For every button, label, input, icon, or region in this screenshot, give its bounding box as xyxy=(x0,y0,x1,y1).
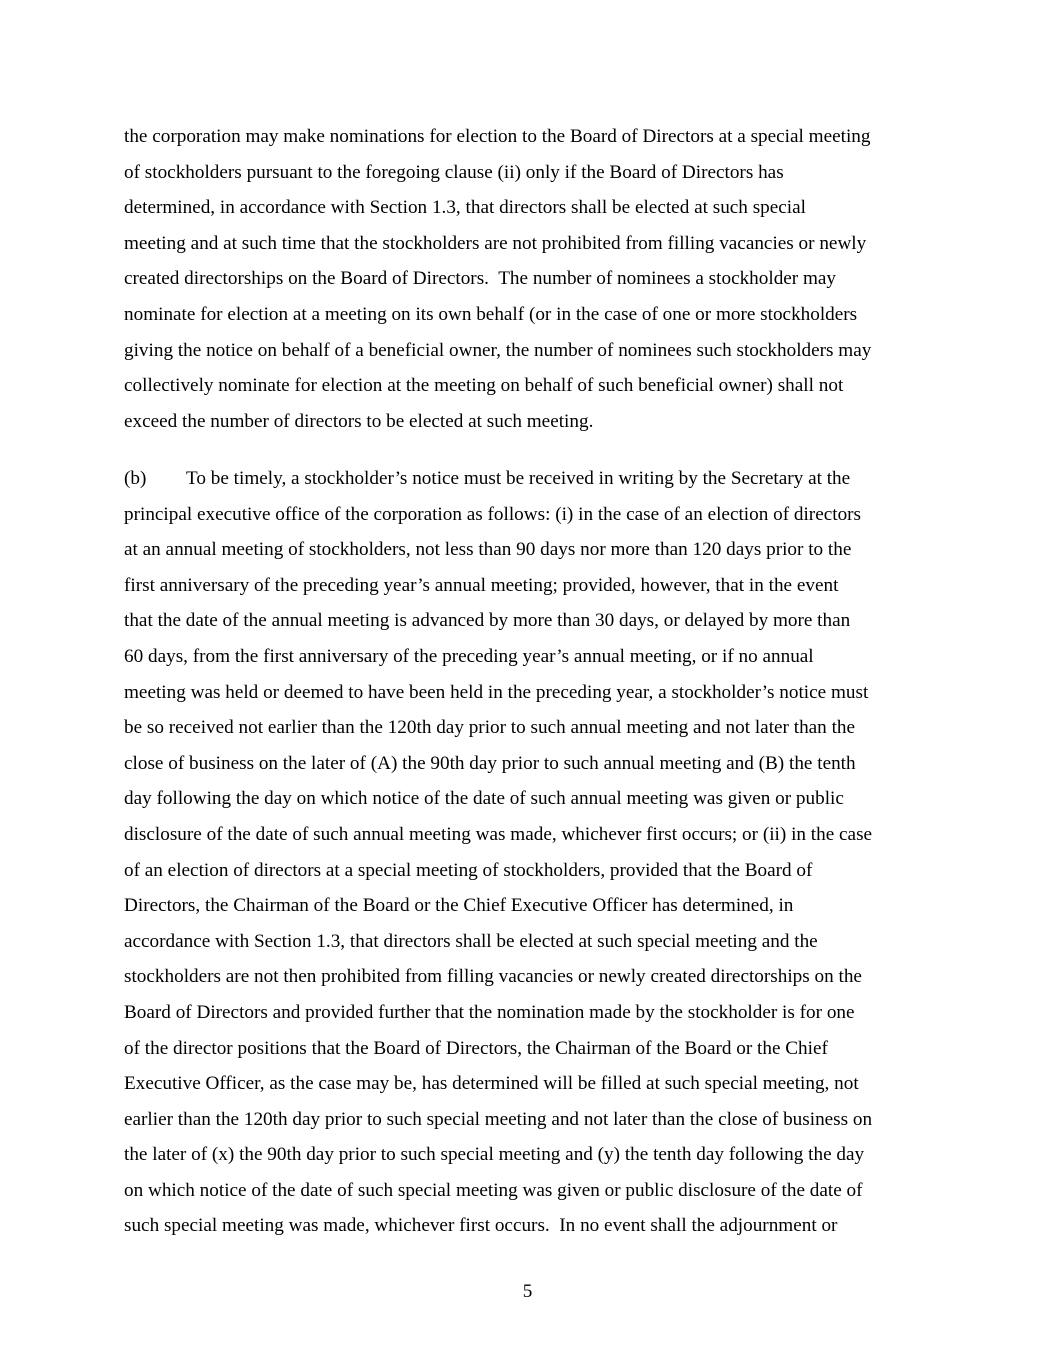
paragraph-b-line: first anniversary of the preceding year’s annual meeting; provided, however, that in the event xyxy=(124,574,839,596)
paragraph-b-line: be so received not earlier than the 120th day prior to such annual meeting and not later than the xyxy=(124,717,856,739)
paragraph-b-line: that the date of the annual meeting is advanced by more than 30 days, or delayed by more than xyxy=(124,610,851,632)
paragraph-b-line: principal executive office of the corporation as follows: (i) in the case of an election of directors xyxy=(124,503,862,525)
paragraph-a-line: exceed the number of directors to be elected at such meeting. xyxy=(124,410,594,432)
paragraph-b-first-line xyxy=(124,461,944,497)
paragraph-b-marker: (b) xyxy=(124,468,147,489)
paragraph-b-line: earlier than the 120th day prior to such special meeting and not later than the close of business on xyxy=(124,1108,873,1130)
paragraph-b-line: day following the day on which notice of the date of such annual meeting was given or public xyxy=(124,788,844,810)
paragraph-b-line: Executive Officer, as the case may be, has determined will be filled at such special meeting, not xyxy=(124,1073,859,1095)
paragraph-b-first-line-text: To be timely, a stockholder’s notice must be received in writing by the Secretary at the xyxy=(186,468,851,489)
page-number: 5 xyxy=(522,1281,533,1302)
paragraph-b xyxy=(124,461,944,1244)
paragraph-b-line: such special meeting was made, whichever first occurs. In no event shall the adjournment or xyxy=(124,1215,838,1237)
paragraph-b-line: at an annual meeting of stockholders, not less than 90 days nor more than 120 days prior to the xyxy=(124,539,852,561)
paragraph-b-line: 60 days, from the first anniversary of the preceding year’s annual meeting, or if no annual xyxy=(124,645,814,667)
paragraph-b-line: on which notice of the date of such special meeting was given or public disclosure of the date of xyxy=(124,1179,863,1201)
paragraph-b-line: disclosure of the date of such annual meeting was made, whichever first occurs; or (ii) in the case xyxy=(124,823,873,845)
paragraph-b-line: Board of Directors and provided further that the nomination made by the stockholder is for one xyxy=(124,1001,855,1023)
paragraph-a-line: meeting and at such time that the stockholders are not prohibited from filling vacancies or newly xyxy=(124,232,867,254)
paragraph-b-line: of an election of directors at a special meeting of stockholders, provided that the Board of xyxy=(124,859,813,881)
paragraph-b-line: meeting was held or deemed to have been held in the preceding year, a stockholder’s notice must xyxy=(124,681,869,703)
paragraph-b-line: of the director positions that the Board of Directors, the Chairman of the Board or the Chief xyxy=(124,1037,828,1059)
paragraph-b-line: close of business on the later of (A) the 90th day prior to such annual meeting and (B) the tenth xyxy=(124,752,856,774)
paragraph-a-line: the corporation may make nominations for election to the Board of Directors at a special meeting xyxy=(124,126,871,147)
paragraph-a-line: nominate for election at a meeting on its own behalf (or in the case of one or more stockholders xyxy=(124,303,858,325)
paragraph-a-line: giving the notice on behalf of a beneficial owner, the number of nominees such stockholders may xyxy=(124,339,872,361)
paragraph-a xyxy=(124,119,944,439)
paragraph-b-line: Directors, the Chairman of the Board or the Chief Executive Officer has determined, in xyxy=(124,895,794,917)
paragraph-a-line: created directorships on the Board of Directors. The number of nominees a stockholder may xyxy=(124,268,837,290)
paragraph-a-line: collectively nominate for election at the meeting on behalf of such beneficial owner) shall not xyxy=(124,375,844,397)
paragraph-b-line: accordance with Section 1.3, that directors shall be elected at such special meeting and the xyxy=(124,930,818,952)
paragraph-a-line: of stockholders pursuant to the foregoing clause (ii) only if the Board of Directors has xyxy=(124,161,784,183)
paragraph-a-line: determined, in accordance with Section 1.3, that directors shall be elected at such special xyxy=(124,197,806,219)
paragraph-b-line: stockholders are not then prohibited from filling vacancies or newly created directorships on the xyxy=(124,966,862,988)
paragraph-b-line: the later of (x) the 90th day prior to such special meeting and (y) the tenth day following the day xyxy=(124,1144,865,1166)
